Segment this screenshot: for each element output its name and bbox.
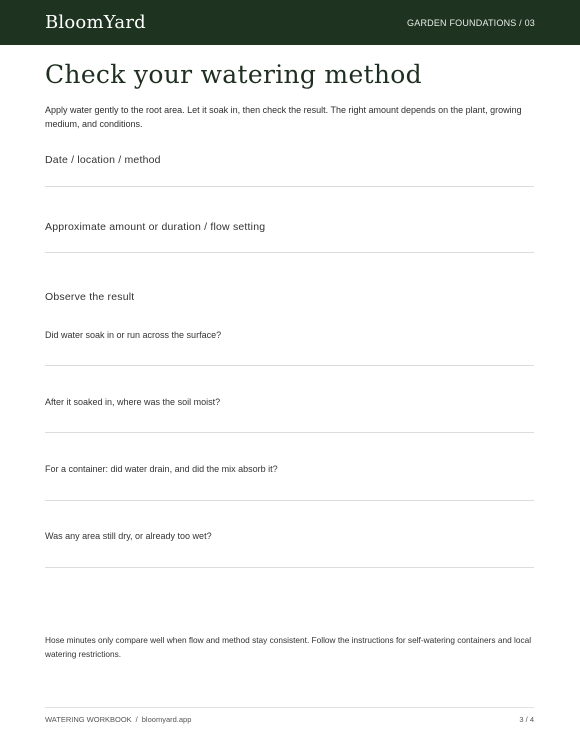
- amount-duration-field[interactable]: [45, 252, 534, 253]
- amount-duration-label: Approximate amount or duration / flow setting: [45, 221, 266, 233]
- answer-field-soil-moist[interactable]: [45, 432, 534, 433]
- page-number: 3 / 4: [519, 715, 534, 724]
- intro-text: Apply water gently to the root area. Let it soak in, then check the result. The right amount depends on the plant, growing medium, and conditions.: [45, 105, 522, 129]
- page-title: Check your watering method: [45, 60, 422, 89]
- answer-field-container-drain[interactable]: [45, 500, 534, 501]
- footnote-text: Hose minutes only compare well when flow and method stay consistent. Follow the instructions for self-watering containers and local watering restrictions.: [45, 635, 532, 659]
- answer-field-dry-or-wet[interactable]: [45, 567, 534, 568]
- answer-field-soak-or-run[interactable]: [45, 365, 534, 366]
- footer-site-link[interactable]: bloomyard.app: [141, 715, 192, 724]
- footer-workbook: WATERING WORKBOOK: [45, 715, 132, 724]
- observe-heading: Observe the result: [45, 291, 135, 303]
- footer-source: [45, 715, 191, 724]
- question-dry-or-wet: Was any area still dry, or already too wet?: [45, 531, 212, 541]
- top-bar: [0, 0, 580, 45]
- question-soil-moist: After it soaked in, where was the soil moist?: [45, 397, 221, 407]
- date-location-method-field[interactable]: [45, 186, 534, 187]
- date-location-method-label: Date / location / method: [45, 154, 161, 166]
- question-container-drain: For a container: did water drain, and did the mix absorb it?: [45, 464, 278, 474]
- footer-divider: [45, 707, 534, 708]
- footer-separator: /: [135, 715, 138, 724]
- section-tag: GARDEN FOUNDATIONS / 03: [407, 17, 535, 28]
- brand-logo[interactable]: BloomYard: [45, 12, 146, 33]
- question-soak-or-run: Did water soak in or run across the surface?: [45, 330, 222, 340]
